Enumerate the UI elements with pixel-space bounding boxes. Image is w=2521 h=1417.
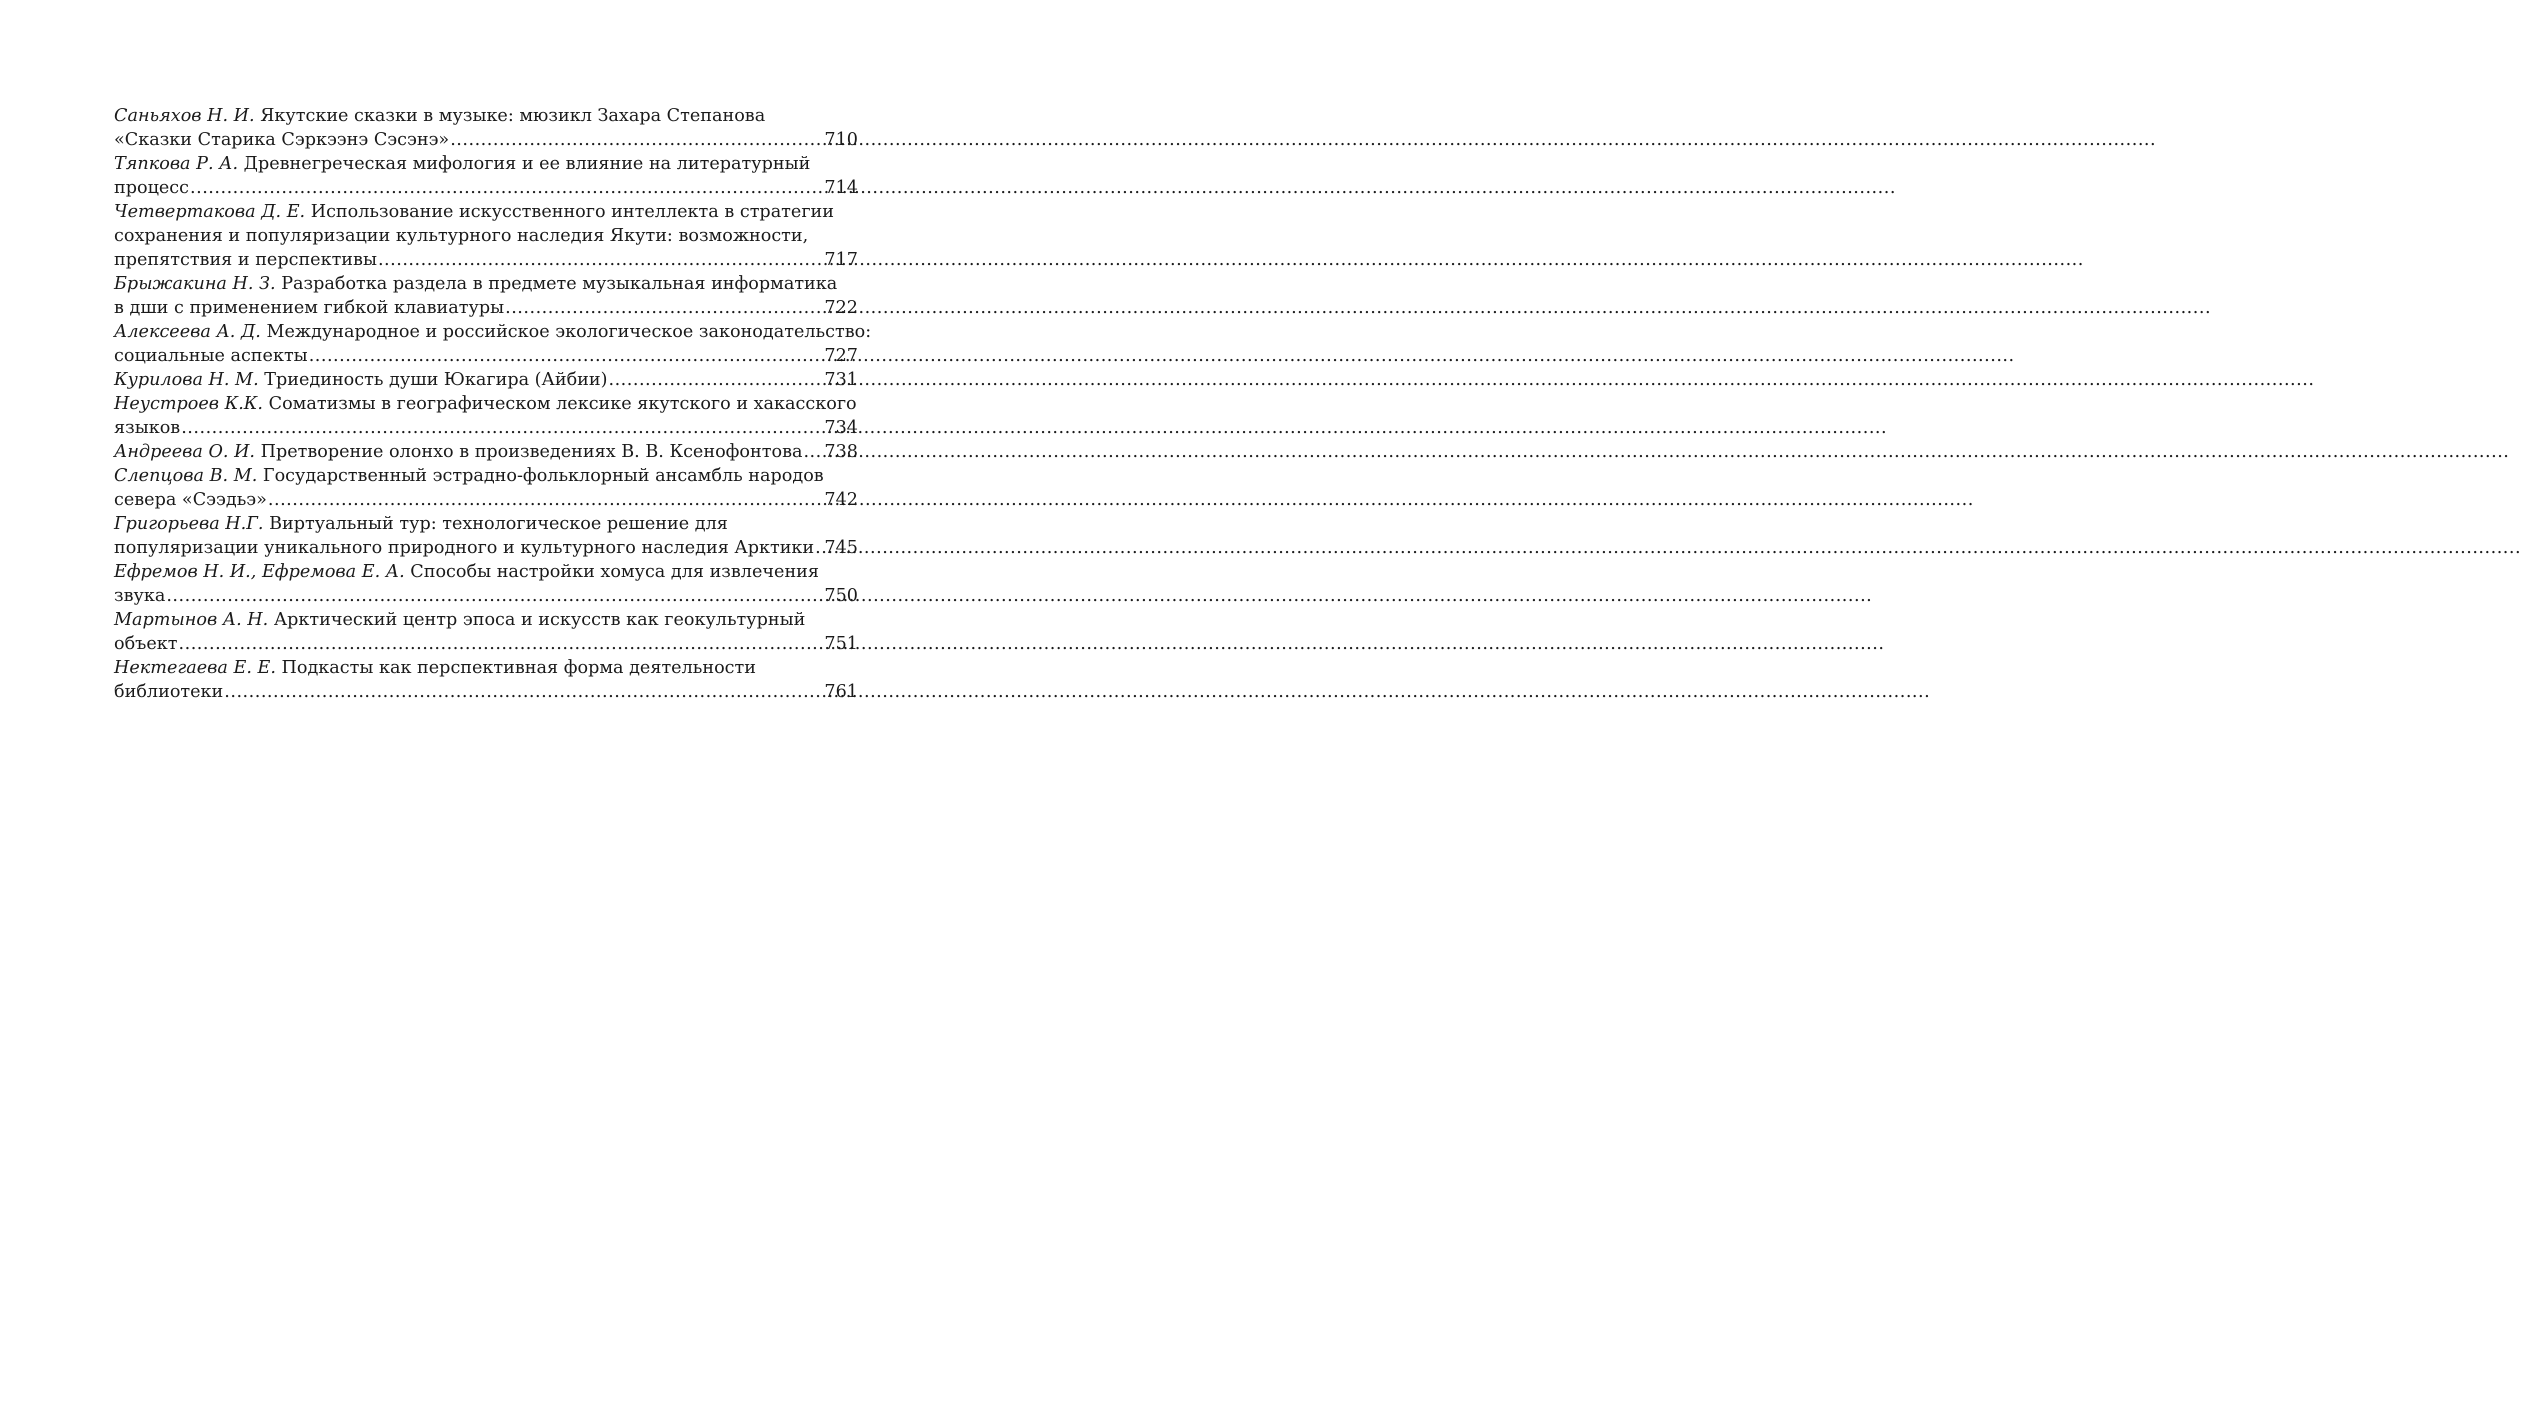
toc-entry-page-number: 734 (824, 418, 858, 438)
toc-entry-page-number: 710 (824, 130, 858, 150)
toc-entry-line (114, 320, 872, 344)
dot-leader (815, 536, 822, 560)
toc-entry-title-part: сохранения и популяризации культурного наследия Якути: возможности, (114, 226, 809, 246)
toc-entry (114, 392, 858, 440)
toc-entry (114, 200, 858, 272)
toc-entry-title-part: звука (114, 586, 166, 606)
toc-entry-last-line (114, 176, 858, 200)
toc-entry-title-part: социальные аспекты (114, 346, 308, 366)
toc-entry-title-part: Использование искусственного интеллекта в стратегии (310, 202, 835, 222)
toc-entry-title-part: в дши с применением гибкой клавиатуры (114, 298, 505, 318)
toc-entry-title-part: Подкасты как перспективная форма деятельности (281, 658, 756, 678)
toc-entry-last-line (114, 536, 858, 560)
toc-entry-page-number: 750 (824, 586, 858, 606)
toc-entry-page-number: 751 (824, 634, 858, 654)
toc-entry-page-number: 722 (824, 298, 858, 318)
page (0, 0, 992, 1417)
toc-entry-last-line (114, 488, 858, 512)
toc-entry (114, 608, 858, 656)
dot-leader (450, 128, 822, 152)
toc-entry-author: Неустроев К.К. (114, 394, 264, 414)
toc-entry-page-number: 761 (824, 682, 858, 702)
dot-leader (378, 248, 822, 272)
toc-entry-title-part: Виртуальный тур: технологическое решение для (269, 514, 728, 534)
toc-entry-line (114, 464, 858, 488)
toc-entry-last-line (114, 368, 858, 392)
toc-entry-author: Четвертакова Д. Е. (114, 202, 306, 222)
toc-entry-line (114, 200, 858, 224)
toc-entry-line (114, 656, 858, 680)
toc-entry-title-part: Соматизмы в географическом лексике якутского и хакасского (268, 394, 857, 414)
toc-entry-title-part: «Сказки Старика Сэркээнэ Сэсэнэ» (114, 130, 450, 150)
toc-entry-page-number: 717 (824, 250, 858, 270)
dot-leader (268, 488, 823, 512)
toc-entry-title-part: Древнегреческая мифология и ее влияние на литературный (243, 154, 811, 174)
toc-entry (114, 464, 858, 512)
toc-entry-text (114, 296, 504, 320)
toc-entry-author: Тяпкова Р. А. (114, 154, 239, 174)
toc-entry-title-part: Якутские сказки в музыке: мюзикл Захара Степанова (260, 106, 766, 126)
toc-entry-page-number: 745 (824, 538, 858, 558)
toc-entry-author: Ефремов Н. И., Ефремова Е. А. (114, 562, 405, 582)
toc-entry-last-line (114, 344, 858, 368)
toc-entry-title-part: севера «Сээдьэ» (114, 490, 267, 510)
toc-entry-line (114, 104, 858, 128)
toc-entry-author: Андреева О. И. (114, 442, 256, 462)
toc-entry-author: Саньяхов Н. И. (114, 106, 255, 126)
toc-entry-author: Брыжакина Н. З. (114, 274, 276, 294)
toc-entry (114, 320, 872, 368)
toc-entry-title-part: процесс (114, 178, 190, 198)
toc-entry-text (114, 248, 377, 272)
toc-entry-last-line (114, 248, 858, 272)
toc-entry (114, 104, 858, 152)
toc-entry (114, 368, 858, 392)
toc-entry (114, 560, 858, 608)
toc-entry-title-part: библиотеки (114, 682, 224, 702)
toc-entry-title-part: Разработка раздела в предмете музыкальная информатика (281, 274, 838, 294)
toc-entry-title-part: Международное и российское экологическое законодательство: (266, 322, 872, 342)
toc-entry-text (114, 176, 189, 200)
toc-entry-title-part: Претворение олонхо в произведениях В. В. Ксенофонтова (260, 442, 803, 462)
toc-entry-title-part: Арктический центр эпоса и искусств как геокультурный (273, 610, 806, 630)
dot-leader (309, 344, 823, 368)
dot-leader (190, 176, 822, 200)
table-of-contents (114, 104, 872, 704)
toc-entry (114, 152, 858, 200)
toc-entry-text (114, 632, 178, 656)
toc-entry-last-line (114, 416, 858, 440)
dot-leader (803, 440, 822, 464)
toc-entry-last-line (114, 440, 858, 464)
toc-entry-last-line (114, 296, 858, 320)
toc-entry-last-line (114, 680, 858, 704)
toc-entry-title-part: языков (114, 418, 181, 438)
toc-entry-page-number: 714 (824, 178, 858, 198)
toc-entry-last-line (114, 128, 858, 152)
toc-entry-text (114, 536, 814, 560)
toc-entry (114, 656, 858, 704)
toc-entry-line (114, 224, 858, 248)
toc-entry (114, 512, 858, 560)
toc-entry (114, 272, 858, 320)
toc-entry-author: Мартынов А. Н. (114, 610, 269, 630)
toc-entry-title-part: препятствия и перспективы (114, 250, 377, 270)
toc-entry-line (114, 512, 858, 536)
toc-entry-title-part: Триединость души Юкагира (Айбии) (264, 370, 608, 390)
toc-entry-line (114, 152, 858, 176)
toc-entry-last-line (114, 584, 858, 608)
toc-entry-line (114, 560, 858, 584)
toc-entry-text (114, 416, 180, 440)
toc-entry-text (114, 584, 165, 608)
toc-entry-title-part: популяризации уникального природного и культурного наследия Арктики (114, 538, 815, 558)
toc-entry-page-number: 727 (824, 346, 858, 366)
toc-entry-title-part: Государственный эстрадно-фольклорный ансамбль народов (262, 466, 824, 486)
dot-leader (609, 368, 823, 392)
toc-entry-page-number: 738 (824, 442, 858, 462)
dot-leader (166, 584, 822, 608)
toc-entry-last-line (114, 632, 858, 656)
toc-entry-page-number: 742 (824, 490, 858, 510)
toc-entry-line (114, 272, 858, 296)
toc-entry-text (114, 344, 308, 368)
toc-entry-text (114, 680, 223, 704)
toc-entry-line (114, 392, 858, 416)
toc-entry-text (114, 128, 449, 152)
toc-entry-author: Григорьева Н.Г. (114, 514, 264, 534)
toc-entry-title-part: объект (114, 634, 178, 654)
toc-entry-page-number: 731 (824, 370, 858, 390)
toc-entry-text (114, 488, 267, 512)
dot-leader (224, 680, 822, 704)
toc-entry-author: Курилова Н. М. (114, 370, 259, 390)
dot-leader (179, 632, 823, 656)
dot-leader (181, 416, 822, 440)
toc-entry-author: Нектегаева Е. Е. (114, 658, 276, 678)
toc-entry-author: Слепцова В. М. (114, 466, 258, 486)
dot-leader (505, 296, 822, 320)
toc-entry-text (114, 368, 608, 392)
toc-entry-author: Алексеева А. Д. (114, 322, 261, 342)
toc-entry-title-part: Способы настройки хомуса для извлечения (410, 562, 819, 582)
toc-entry (114, 440, 858, 464)
toc-entry-text (114, 440, 802, 464)
toc-entry-line (114, 608, 858, 632)
